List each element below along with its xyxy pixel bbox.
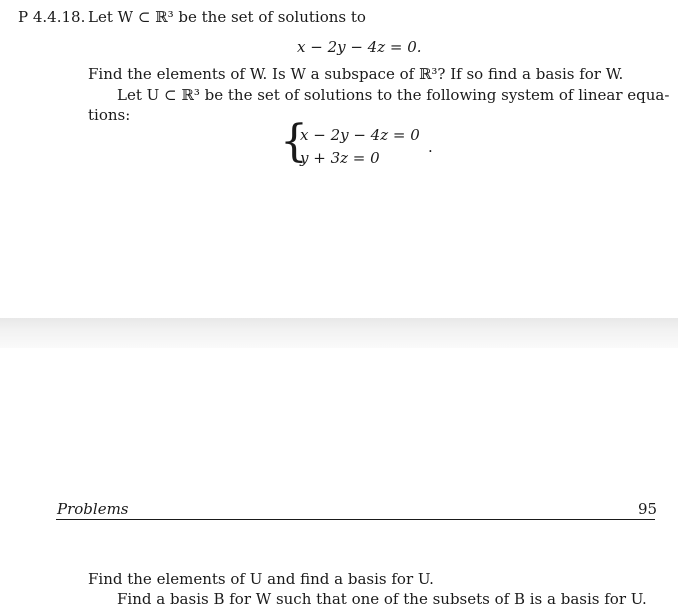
system-equation-1: x − 2y − 4z = 0 <box>300 126 420 144</box>
continued-text-line-1: Find the elements of U and find a basis for U. <box>88 570 434 588</box>
problem-text-line-3: Let U ⊂ ℝ³ be the set of solutions to the following system of linear equa- <box>117 86 670 104</box>
problem-text-line-1: Let W ⊂ ℝ³ be the set of solutions to <box>88 8 366 26</box>
system-terminal-dot: . <box>428 138 433 156</box>
system-equation-2: y + 3z = 0 <box>300 149 380 167</box>
problem-label: P 4.4.18. <box>18 8 86 26</box>
equation-display: x − 2y − 4z = 0. <box>297 38 422 56</box>
running-header-title: Problems <box>57 500 129 518</box>
continued-text-line-2: Find a basis B for W such that one of the subsets of B is a basis for U. <box>117 590 647 608</box>
problem-text-line-4: tions: <box>88 106 131 124</box>
page-gap <box>0 318 678 348</box>
header-rule <box>56 519 655 520</box>
left-brace: { <box>280 116 308 167</box>
page-number: 95 <box>638 500 658 518</box>
problem-text-line-2: Find the elements of W. Is W a subspace of ℝ³? If so find a basis for W. <box>88 65 624 83</box>
